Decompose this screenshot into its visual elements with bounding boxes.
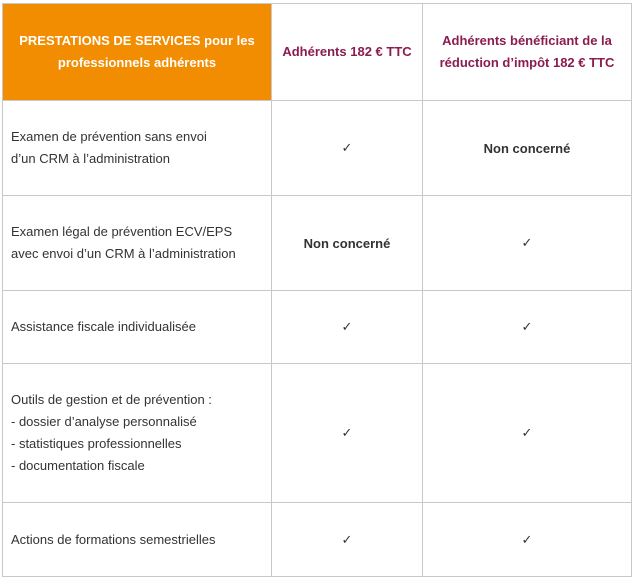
check-icon: ✓ bbox=[423, 364, 632, 503]
reduction-header-line-2: réduction d’impôt 182 € TTC bbox=[439, 55, 615, 70]
row-label-line: - statistiques professionnelles bbox=[11, 436, 182, 451]
row-label-line: d’un CRM à l’administration bbox=[11, 151, 170, 166]
check-icon: ✓ bbox=[423, 503, 632, 577]
adherents-header-label: Adhérents 182 € TTC bbox=[282, 44, 412, 59]
row-label-line: Examen légal de prévention ECV/EPS bbox=[11, 224, 233, 239]
check-icon: ✓ bbox=[272, 503, 423, 577]
row-label-line: Examen de prévention sans envoi bbox=[11, 129, 207, 144]
check-icon: ✓ bbox=[272, 291, 423, 364]
adherents-header-cell bbox=[272, 4, 423, 101]
table-row bbox=[3, 291, 632, 364]
services-header-cell bbox=[3, 4, 272, 101]
check-icon: ✓ bbox=[423, 291, 632, 364]
row-label bbox=[3, 364, 272, 503]
check-icon: ✓ bbox=[423, 196, 632, 291]
row-label-line: Actions de formations semestrielles bbox=[11, 531, 216, 547]
row-label-line: - documentation fiscale bbox=[11, 458, 145, 473]
services-table bbox=[2, 3, 632, 577]
header-row bbox=[3, 4, 632, 101]
row-label-line: avec envoi d’un CRM à l’administration bbox=[11, 246, 236, 261]
table-row bbox=[3, 503, 632, 577]
check-icon: ✓ bbox=[272, 101, 423, 196]
services-header-line-1: PRESTATIONS DE SERVICES pour les bbox=[19, 33, 255, 48]
row-label bbox=[3, 503, 272, 577]
row-label-line: - dossier d’analyse personnalisé bbox=[11, 414, 197, 429]
check-icon: ✓ bbox=[272, 364, 423, 503]
reduction-header-cell bbox=[423, 4, 632, 101]
row-label bbox=[3, 101, 272, 196]
row-label bbox=[3, 291, 272, 364]
row-label-line: Assistance fiscale individualisée bbox=[11, 319, 196, 334]
table-row bbox=[3, 196, 632, 291]
table-row bbox=[3, 364, 632, 503]
row-label-line: Outils de gestion et de prévention : bbox=[11, 392, 212, 407]
services-header-line-2: professionnels adhérents bbox=[57, 55, 217, 70]
row-label bbox=[3, 196, 272, 291]
reduction-header-line-1: Adhérents bénéficiant de la bbox=[442, 33, 612, 48]
not-concerned-label: Non concerné bbox=[423, 101, 632, 196]
table-row bbox=[3, 101, 632, 196]
not-concerned-label: Non concerné bbox=[272, 196, 423, 291]
